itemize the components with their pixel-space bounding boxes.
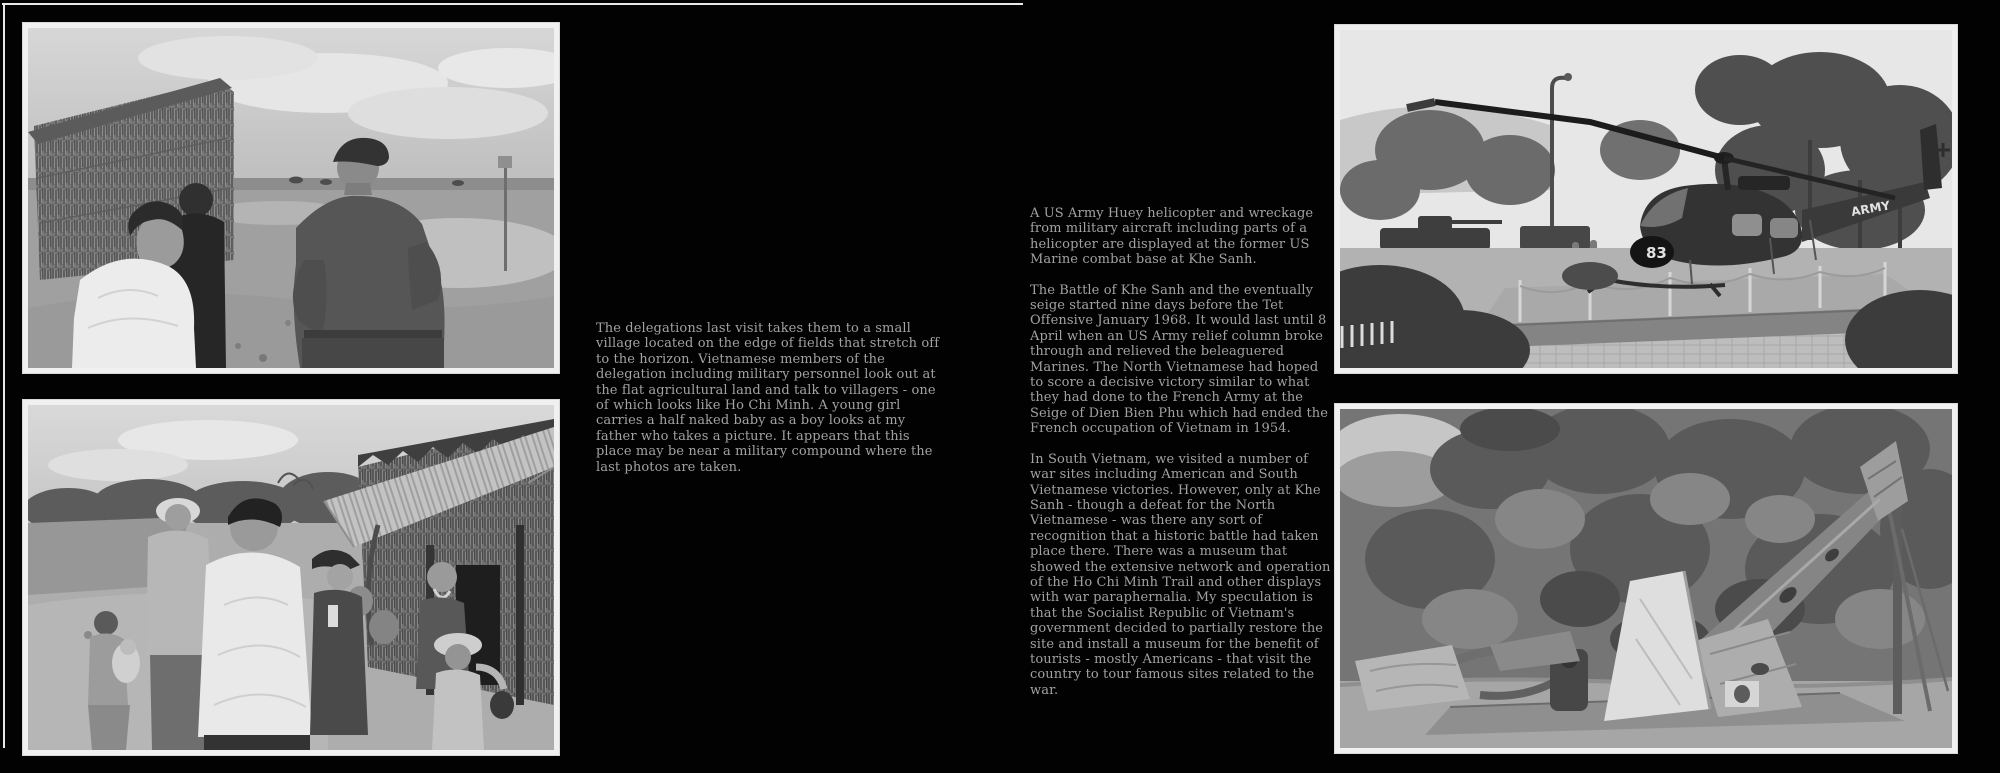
photo-illustration: [1340, 409, 1952, 748]
caption-paragraph: The Battle of Khe Sanh and the eventually seige started nine days before the Tet Offensive January 1968. It would last until 8 April when an US Army relief column broke through and relieved the beleaguered Marines. The North Vietnamese had hoped to score a decisive victory similar to what they had done to the French Army at the Seige of Dien Bien Phu which had ended the French occupation of Vietnam in 1954.: [1030, 282, 1329, 437]
helicopter-army-marking: ARMY: [1850, 198, 1892, 219]
helicopter-nose-number: 83: [1646, 244, 1667, 262]
caption-paragraph: A US Army Huey helicopter and wreckage from military aircraft including parts of a helicopter are displayed at the former US Marine combat base at Khe Sanh.: [1030, 206, 1314, 268]
caption-paragraph: The delegations last visit takes them to a small village located on the edge of fields that stretch off to the horizon. Vietnamese members of the delegation including military personnel look out at the flat agricultural land and talk to villagers - one of which looks like Ho Chi Minh. A young girl carries a half naked baby as a boy looks at my father who takes a picture. It appears that this place may be near a military compound where the last photos are taken.: [596, 321, 940, 475]
page-edge-top: [2, 3, 1023, 5]
page-edge-left: [3, 3, 5, 748]
photo-village-visit: [22, 399, 560, 756]
child-behind: [490, 691, 514, 719]
caption-paragraph: In South Vietnam, we visited a number of war sites including American and South Vietnamese victories. However, only at Khe Sanh - though a defeat for the North Vietnamese - was there any sort of recognition that a historic battle had taken place there. There was a museum that showed the extensive network and operation of the Ho Chi Minh Trail and other displays with war paraphernalia. My speculation is that the Socialist Republic of Vietnam's government decided to partially restore the site and install a museum for the benefit of tourists - mostly Americans - that visit the country to tour famous sites related to the war.: [1030, 451, 1331, 698]
photo-illustration: [1340, 30, 1952, 368]
photo-illustration: [28, 405, 554, 750]
photo-delegation-viewing-fields: [22, 22, 560, 374]
photo-illustration: [28, 28, 554, 368]
caption-left-page: [596, 321, 944, 475]
caption-right-page: [1030, 206, 1332, 698]
photo-huey-helicopter-display: [1334, 24, 1958, 374]
photo-aircraft-wreckage: [1334, 403, 1958, 754]
